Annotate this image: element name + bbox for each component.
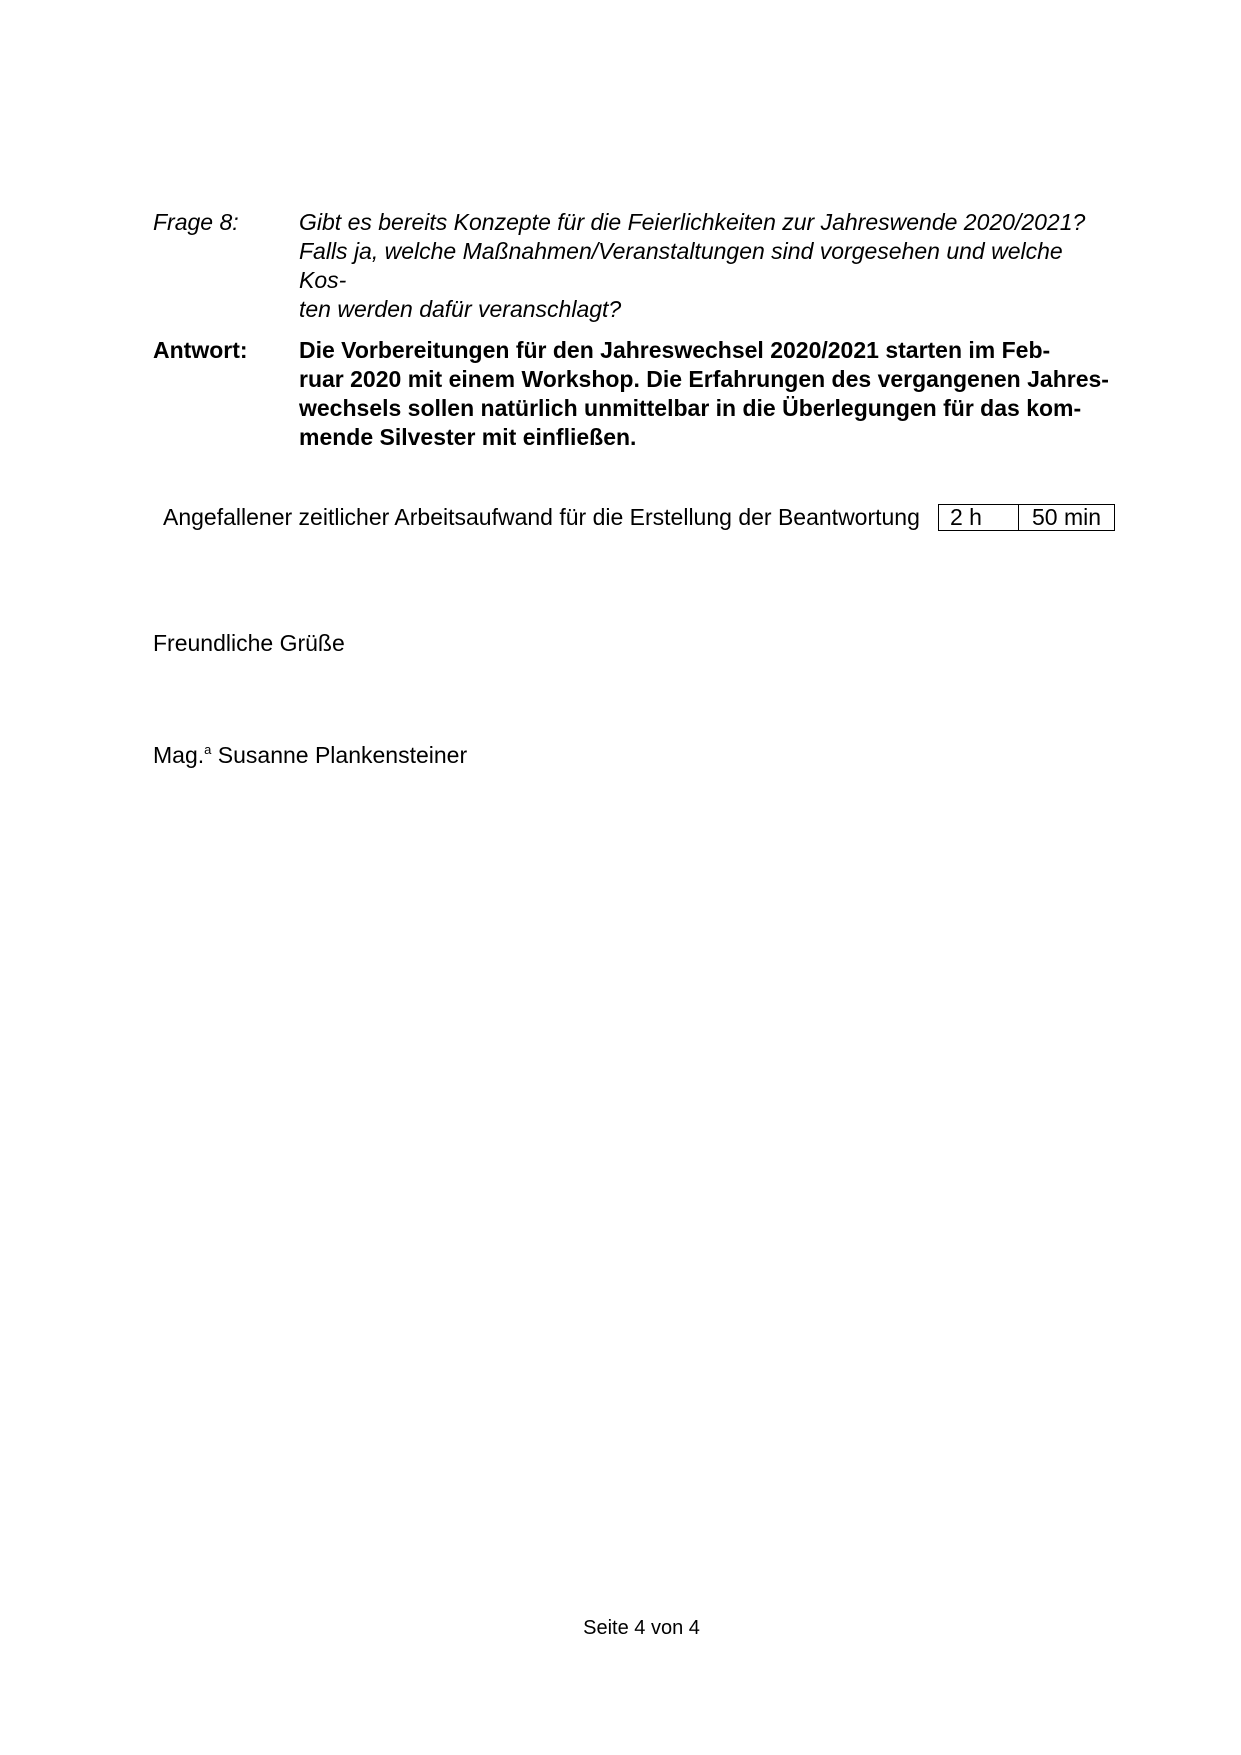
effort-label: Angefallener zeitlicher Arbeitsaufwand für die Erstellung der Beantwortung [163, 504, 920, 530]
question-line: Falls ja, welche Maßnahmen/Veranstaltungen sind vorgesehen und welche Kos- [299, 238, 1063, 293]
signature-title-superscript: a [204, 742, 212, 757]
question-label: Frage 8: [153, 209, 239, 235]
question-text [299, 208, 1113, 324]
signature [153, 741, 467, 770]
answer-line: mende Silvester mit einfließen. [299, 424, 637, 450]
effort-hours: 2 h [939, 505, 1019, 530]
effort-minutes: 50 min [1031, 504, 1102, 530]
question-row [153, 208, 1113, 324]
effort-table [938, 504, 1115, 531]
answer-label: Antwort: [153, 337, 248, 363]
closing-greeting: Freundliche Grüße [153, 630, 345, 656]
question-line: ten werden dafür veranschlagt? [299, 296, 622, 322]
signature-title: Mag. [153, 742, 205, 768]
answer-row [153, 336, 1113, 452]
answer-text [299, 336, 1113, 452]
signature-name: Susanne Plankensteiner [217, 742, 468, 768]
answer-line: Die Vorbereitungen für den Jahreswechsel 2020/2021 starten im Feb- [299, 337, 1051, 363]
question-line: Gibt es bereits Konzepte für die Feierlichkeiten zur Jahreswende 2020/2021? [299, 209, 1086, 235]
question-answer-block [153, 208, 1113, 452]
answer-line: ruar 2020 mit einem Workshop. Die Erfahrungen des vergangenen Jahres- [299, 366, 1109, 392]
page-number: Seite 4 von 4 [583, 1617, 700, 1639]
answer-line: wechsels sollen natürlich unmittelbar in die Überlegungen für das kom- [299, 395, 1082, 421]
effort-row [163, 504, 1113, 533]
